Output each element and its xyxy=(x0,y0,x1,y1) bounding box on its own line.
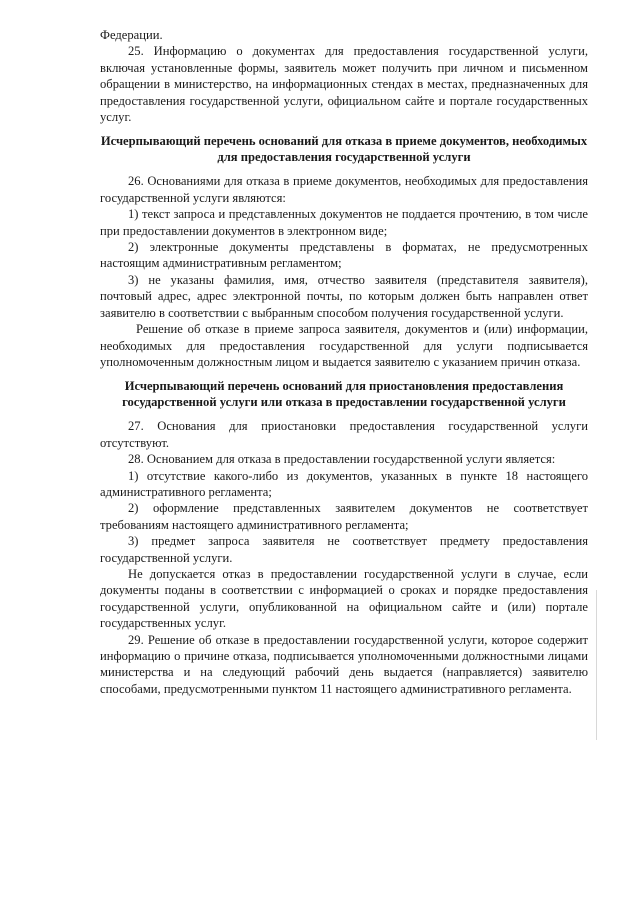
paragraph-26: 26. Основаниями для отказа в приеме документов, необходимых для предоставления государственной услуги являются: xyxy=(100,174,588,205)
paragraph-28-item-3: 3) предмет запроса заявителя не соответствует предмету предоставления государственной услуги. xyxy=(100,534,588,565)
document-body xyxy=(100,27,588,697)
paragraph-29: 29. Решение об отказе в предоставлении государственной услуги, которое содержит информацию о причине отказа, подписывается уполномоченными должностными лицами министерства и на следующий рабочий день выдается (направляется) заявителю способами, предусмотренными пунктом 11 настоящего административного регламента. xyxy=(100,632,588,696)
paragraph-26-decision: Решение об отказе в приеме запроса заявителя, документов и (или) информации, необходимых для предоставления государственной для услуги подписывается уполномоченным должностным лицом и выдается заявителю с указанием причин отказа. xyxy=(100,322,588,369)
paragraph-28-item-2: 2) оформление представленных заявителем документов не соответствует требованиям настоящего административного регламента; xyxy=(100,501,588,532)
paragraph-26-item-2: 2) электронные документы представлены в форматах, не предусмотренных настоящим административным регламентом; xyxy=(100,240,588,271)
paragraph-26-item-1: 1) текст запроса и представленных документов не поддается прочтению, в том числе при предоставлении документов в электронном виде; xyxy=(100,207,588,238)
section-heading-suspension-refusal: Исчерпывающий перечень оснований для приостановления предоставления государственной услуги или отказа в предоставлении государственной услуги xyxy=(122,379,566,410)
paragraph-26-item-3: 3) не указаны фамилия, имя, отчество заявителя (представителя заявителя), почтовый адрес, адрес электронной почты, по которым должен быть направлен ответ заявителю в соответствии с выбранным способом получения государственной услуги. xyxy=(100,272,588,320)
paragraph-28: 28. Основанием для отказа в предоставлении государственной услуги является: xyxy=(128,452,556,467)
paragraph-27: 27. Основания для приостановки предоставления государственной услуги отсутствуют. xyxy=(100,419,588,450)
page-edge-mark xyxy=(596,590,597,740)
paragraph-28-item-1: 1) отсутствие какого-либо из документов, указанных в пункте 18 настоящего административного регламента; xyxy=(100,468,588,499)
paragraph-25: 25. Информацию о документах для предоставления государственной услуги, включая установленные формы, заявитель может получить при личном и письменном обращении в министерство, на информационных стендах в местах, предназначенных для предоставления государственной услуги, официальном сайте и портале государственных услуг. xyxy=(100,44,588,125)
paragraph-continuation: Федерации. xyxy=(100,28,163,42)
paragraph-28-note: Не допускается отказ в предоставлении государственной услуги в случае, если документы поданы в соответствии с информацией о сроках и порядке предоставления государственной услуги, опубликованной на официальном сайте и (или) портале государственных услуг. xyxy=(100,566,588,631)
section-heading-refusal-acceptance: Исчерпывающий перечень оснований для отказа в приеме документов, необходимых для предоставления государственной услуги xyxy=(100,134,588,165)
